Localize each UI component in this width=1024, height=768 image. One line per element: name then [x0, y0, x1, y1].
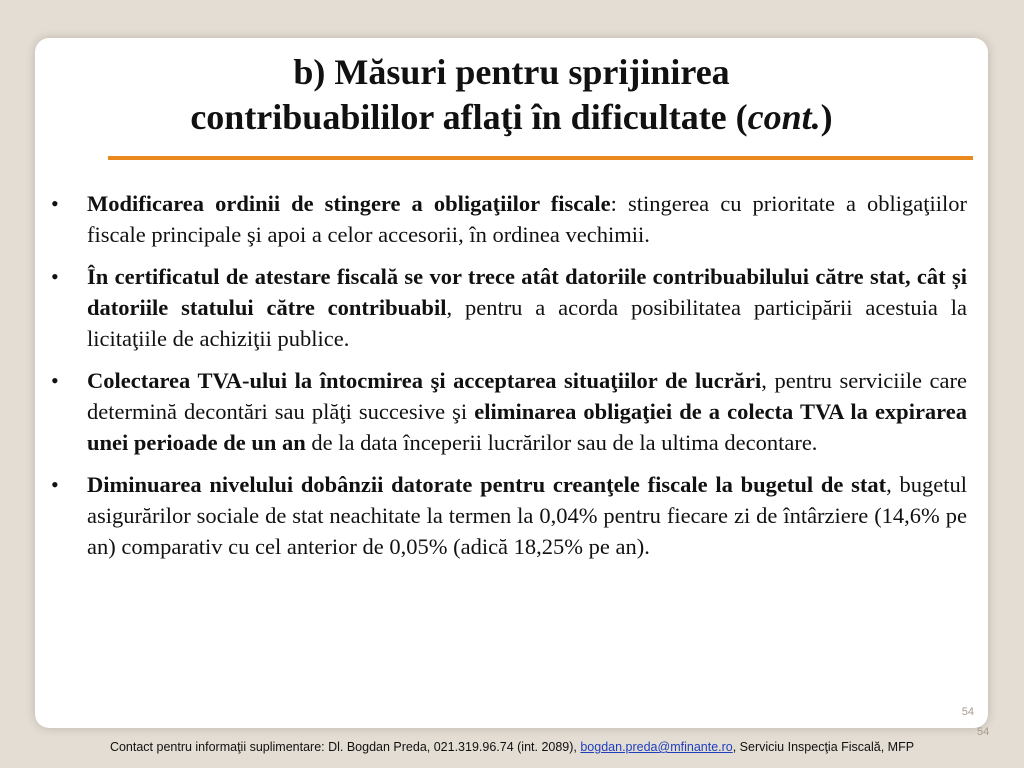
bullet-text: , pentru serviciile care determină decontări sau plăţi succesive şi [87, 368, 967, 424]
title-underline [108, 156, 973, 160]
footer-prefix: Contact pentru informaţii suplimentare: Dl. Bogdan Preda, 021.319.96.74 (int. 2089), [109, 740, 581, 754]
page-number: 54 [961, 706, 974, 718]
bullet-text-bold: În certificatul de atestare fiscală se vor trece atât datoriile contribuabilului către stat, cât și datoriile statului către contribuabil [87, 264, 967, 320]
bullet-text-bold: Colectarea TVA-ului la întocmirea şi acceptarea situaţiilor de lucrări [87, 368, 762, 393]
bullet-marker: • [51, 264, 59, 289]
bullet-item [45, 188, 967, 250]
title-line-2-end: ) [820, 97, 833, 137]
bullet-item [45, 469, 967, 562]
slide-title [35, 50, 988, 140]
bullet-text: de la data începerii lucrărilor sau de la ultima decontare. [305, 430, 818, 455]
bullet-marker: • [51, 191, 59, 216]
title-line-2-italic: cont. [747, 97, 821, 137]
bullet-text: , bugetul asigurărilor sociale de stat neachitate la termen la 0,04% pentru fiecare zi de întârziere (14,6% pe an) comparativ cu cel anterior de 0,05% (adică 18,25% pe an). [87, 472, 967, 559]
bullet-text: : stingerea cu prioritate a obligaţiilor fiscale principale şi apoi a celor accesorii, în ordinea vechimii. [87, 191, 967, 247]
bullet-text: , pentru a acorda posibilitatea participării acestuia la licitaţiile de achiziţii publice. [87, 295, 967, 351]
bullet-item [45, 365, 967, 458]
footer-email-link[interactable]: bogdan.preda@mfinante.ro [580, 740, 733, 754]
footer-suffix: , Serviciu Inspecţia Fiscală, MFP [732, 740, 915, 754]
title-line-2-main: contribuabililor aflaţi în dificultate ( [190, 97, 748, 137]
bullet-marker: • [51, 472, 59, 497]
title-line-1: b) Măsuri pentru sprijinirea [293, 52, 730, 92]
bullet-marker: • [51, 368, 59, 393]
title-line-2 [35, 95, 988, 140]
footer-contact [0, 740, 1024, 754]
bullet-text-bold: eliminarea obligaţiei de a colecta TVA la expirarea unei perioade de un an [87, 399, 967, 455]
slide-card [35, 38, 988, 728]
bullet-text-bold: Diminuarea nivelului dobânzii datorate pentru creanţele fiscale la bugetul de stat [87, 472, 887, 497]
bullet-text-bold: Modificarea ordinii de stingere a obligaţiilor fiscale [87, 191, 611, 216]
bullet-list [45, 188, 967, 573]
bullet-item [45, 261, 967, 354]
footer-page-number: 54 [977, 726, 990, 738]
